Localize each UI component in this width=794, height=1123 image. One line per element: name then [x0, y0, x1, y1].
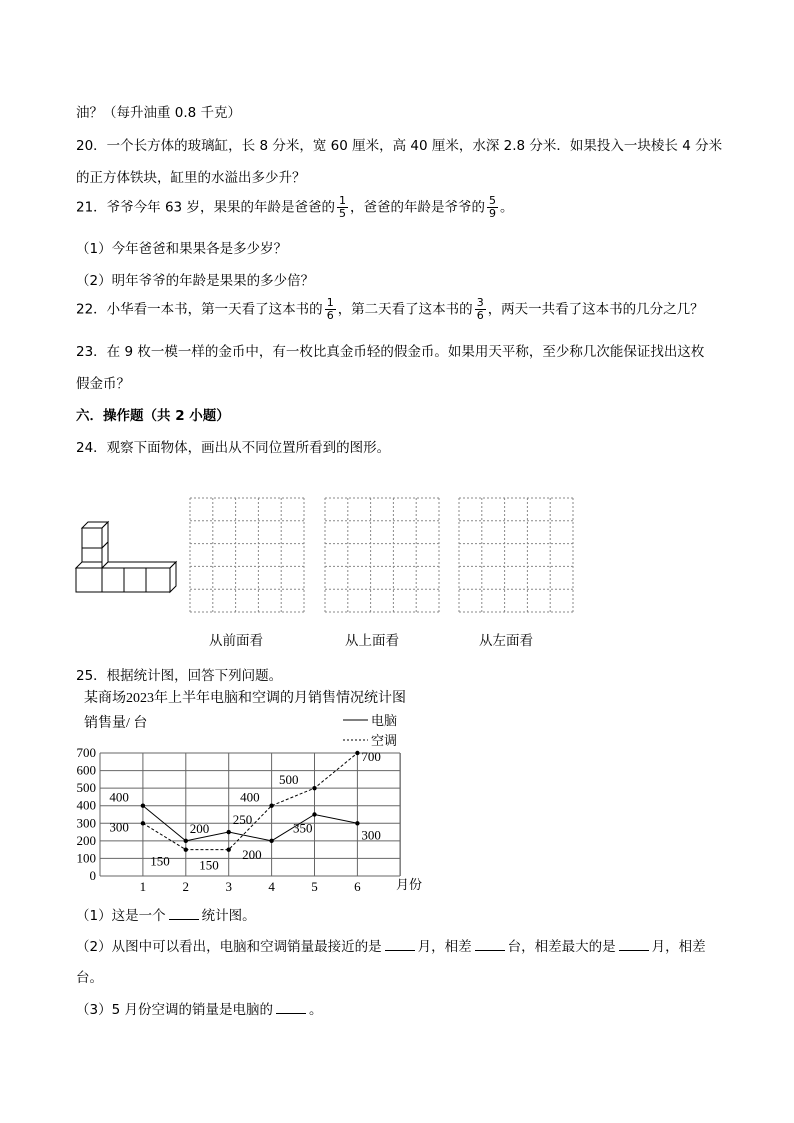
y-tick-label: 500 [76, 780, 96, 796]
x-axis-label: 月份 [396, 877, 423, 892]
data-point [269, 804, 273, 808]
x-tick-label: 5 [311, 879, 318, 894]
data-point [312, 786, 316, 790]
answer-blank[interactable] [475, 938, 505, 951]
data-point [355, 821, 359, 825]
y-tick-label: 700 [76, 745, 96, 760]
q23-line2: 假金币？ [76, 376, 130, 392]
data-label: 250 [232, 812, 253, 828]
q23-line1: 23．在 9 枚一模一样的金币中，有一枚比真金币轻的假金币。如果用天平称，至少称几次能保证找出这枚 [76, 344, 705, 360]
label-front-view: 从前面看 [209, 633, 263, 649]
x-tick-label: 3 [225, 879, 232, 894]
data-label: 200 [189, 820, 210, 836]
data-point [141, 821, 145, 825]
q20-line1: 20．一个长方体的玻璃缸，长 8 分米，宽 60 厘米，高 40 厘米，水深 2.8 分米．如果投入一块棱长 4 分米 [76, 138, 723, 154]
drawing-grid[interactable] [459, 498, 573, 612]
fraction-3-6: $\frac{3}{6}$ [476, 296, 484, 322]
q25-sub3: （3）5 月份空调的销量是电脑的 。 [76, 1002, 323, 1018]
label-left-view: 从左面看 [479, 633, 533, 649]
data-label: 300 [361, 827, 381, 843]
data-label: 400 [109, 789, 129, 805]
data-label: 200 [242, 846, 262, 862]
data-point [184, 847, 188, 851]
q22-line: 22．小华看一本书，第一天看了这本书的 $\frac{1}{6}$ ，第二天看了这本书的 $\frac{3}{6}$ ，两天一共看了这本书的几分之几？ [76, 296, 704, 322]
drawing-grid[interactable] [190, 498, 304, 612]
label-top-view: 从上面看 [345, 633, 399, 649]
legend-computer: 电脑 [371, 713, 398, 728]
answer-blank[interactable] [619, 938, 649, 951]
drawing-grid[interactable] [325, 498, 439, 612]
answer-blank[interactable] [385, 938, 415, 951]
answer-blank[interactable] [169, 907, 199, 920]
cube-solid-icon [76, 522, 176, 592]
section-heading: 六．操作题（共 2 小题） [76, 408, 230, 424]
data-label: 300 [109, 819, 129, 835]
x-tick-label: 2 [182, 879, 190, 894]
q25-sub2-end: 台。 [76, 970, 103, 986]
y-tick-label: 100 [76, 850, 96, 866]
data-label: 350 [293, 820, 313, 836]
q21-text-pre: 21．爷爷今年 63 岁，果果的年龄是爸爸的 [76, 199, 335, 216]
q21-text-mid: ，爸爸的年龄是爷爷的 [349, 199, 485, 216]
y-tick-label: 200 [76, 832, 96, 848]
data-point [312, 812, 316, 816]
q19-tail: 油？（每升油重 0.8 千克） [76, 105, 242, 121]
y-tick-label: 400 [76, 797, 96, 813]
q21-sub1: （1）今年爸爸和果果各是多少岁？ [76, 241, 288, 257]
x-tick-label: 1 [139, 879, 147, 894]
q24-line: 24．观察下面物体，画出从不同位置所看到的图形。 [76, 440, 391, 456]
chart-title: 某商场2023年上半年电脑和空调的月销售情况统计图 [84, 691, 406, 706]
y-tick-label: 300 [76, 815, 96, 831]
fraction-5-9: $\frac{5}{9}$ [488, 194, 496, 220]
data-point [269, 839, 273, 843]
data-label: 150 [150, 853, 170, 869]
data-label: 150 [199, 857, 219, 873]
answer-blank[interactable] [276, 1001, 306, 1014]
q25-sub1: （1）这是一个 统计图。 [76, 908, 256, 924]
data-point [141, 804, 145, 808]
data-point [184, 839, 188, 843]
legend-ac: 空调 [371, 733, 398, 748]
data-point [227, 847, 231, 851]
fraction-1-6: $\frac{1}{6}$ [326, 296, 334, 322]
y-tick-label: 0 [89, 868, 96, 883]
data-point [355, 751, 359, 755]
y-axis-label: 销售量/ 台 [84, 716, 148, 731]
data-label: 500 [279, 772, 299, 788]
q25-line: 25．根据统计图，回答下列问题。 [76, 668, 283, 684]
x-tick-label: 4 [268, 879, 275, 894]
q21-line: 21．爷爷今年 63 岁，果果的年龄是爸爸的 $\frac{1}{5}$ ，爸爸的年龄是爷爷的 $\frac{5}{9}$ 。 [76, 194, 514, 220]
data-label: 400 [240, 789, 260, 805]
data-point [227, 830, 231, 834]
line-chart [0, 680, 794, 900]
x-tick-label: 6 [354, 879, 361, 894]
y-tick-label: 600 [76, 762, 96, 778]
q21-sub2: （2）明年爷爷的年龄是果果的多少倍？ [76, 273, 315, 289]
fraction-1-5: $\frac{1}{5}$ [338, 194, 346, 220]
q25-sub2: （2）从图中可以看出，电脑和空调销量最接近的是 月，相差 台，相差最大的是 月，相差 [76, 939, 706, 955]
q20-line2: 的正方体铁块，缸里的水溢出多少升？ [76, 170, 306, 186]
data-label: 700 [361, 749, 381, 764]
